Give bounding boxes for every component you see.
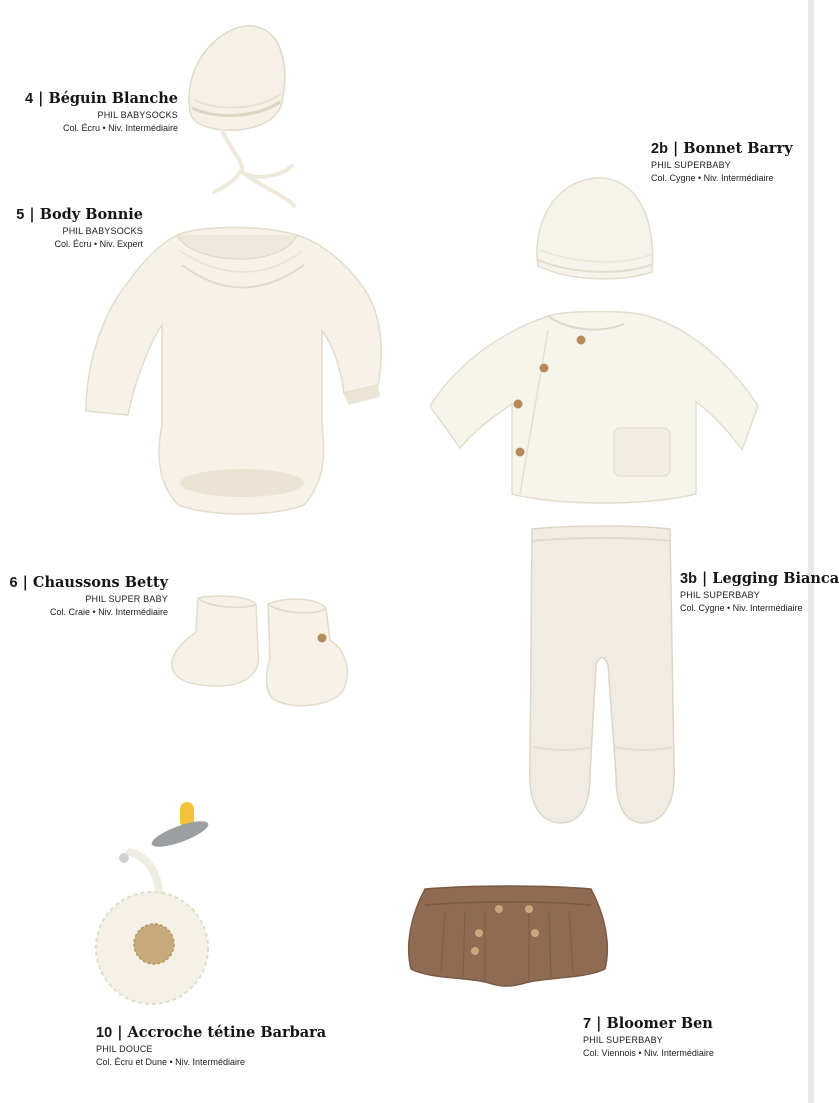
product-number: 3b <box>680 571 697 587</box>
product-number: 2b <box>651 141 668 157</box>
caption-accroche-tetine-barbara <box>96 1024 326 1069</box>
product-title: 5 | Body Bonnie <box>16 206 143 223</box>
product-yarn: PHIL BABYSOCKS <box>62 226 143 237</box>
product-number: 7 <box>583 1016 592 1032</box>
product-title: 3b | Legging Bianca <box>680 570 839 587</box>
product-number: 6 <box>9 575 18 591</box>
product-title: 4 | Béguin Blanche <box>24 90 178 107</box>
product-details: Col. Cygne • Niv. Intermédiaire <box>680 603 803 614</box>
legging-bianca-image <box>524 525 679 827</box>
body-bonnie-image <box>82 225 387 520</box>
product-number: 5 <box>16 207 25 223</box>
product-details: Col. Écru • Niv. Expert <box>54 239 143 250</box>
product-yarn: PHIL SUPERBABY <box>651 160 731 171</box>
caption-legging-bianca <box>680 570 839 615</box>
product-name: Bonnet Barry <box>683 140 793 157</box>
product-title: 2b | Bonnet Barry <box>651 140 793 157</box>
product-name: Legging Bianca <box>712 570 839 587</box>
chaussons-betty-image <box>168 592 353 712</box>
product-details: Col. Écru • Niv. Intermédiaire <box>62 123 178 134</box>
page-edge-strip <box>808 0 814 1103</box>
product-details: Col. Cygne • Niv. Intermédiaire <box>651 173 774 184</box>
product-details: Col. Viennois • Niv. Intermédiaire <box>583 1048 714 1059</box>
product-details: Col. Craie • Niv. Intermédiaire <box>49 607 168 618</box>
accroche-tetine-barbara-image <box>94 798 224 1008</box>
product-details: Col. Écru et Dune • Niv. Intermédiaire <box>96 1057 246 1068</box>
caption-legging-bianca-clip <box>680 568 839 628</box>
product-number: 4 <box>24 91 34 107</box>
product-title: 7 | Bloomer Ben <box>583 1015 713 1032</box>
caption-bonnet-barry <box>651 140 793 185</box>
bonnet-barry-image <box>532 176 658 284</box>
product-name: Béguin Blanche <box>48 90 178 107</box>
product-yarn: PHIL SUPER BABY <box>85 594 168 605</box>
caption-body-bonnie <box>16 206 143 251</box>
caption-bloomer-ben <box>583 1015 714 1060</box>
beguin-blanche-image <box>182 22 292 212</box>
product-title: 10 | Accroche tétine Barbara <box>96 1024 327 1041</box>
product-yarn: PHIL BABYSOCKS <box>97 110 178 121</box>
product-title: 6 | Chaussons Betty <box>9 574 168 591</box>
caption-beguin-blanche <box>25 90 178 135</box>
bloomer-ben-image <box>405 885 610 990</box>
product-name: Bloomer Ben <box>606 1015 713 1032</box>
product-yarn: PHIL SUPERBABY <box>583 1035 663 1046</box>
caption-chaussons-betty <box>9 574 168 619</box>
product-name: Body Bonnie <box>39 206 143 223</box>
product-name: Chaussons Betty <box>32 574 168 591</box>
product-yarn: PHIL DOUCE <box>96 1044 153 1055</box>
product-name: Accroche tétine Barbara <box>127 1024 327 1041</box>
product-number: 10 <box>96 1025 113 1041</box>
cardigan-image <box>428 310 768 510</box>
product-yarn: PHIL SUPERBABY <box>680 590 760 601</box>
